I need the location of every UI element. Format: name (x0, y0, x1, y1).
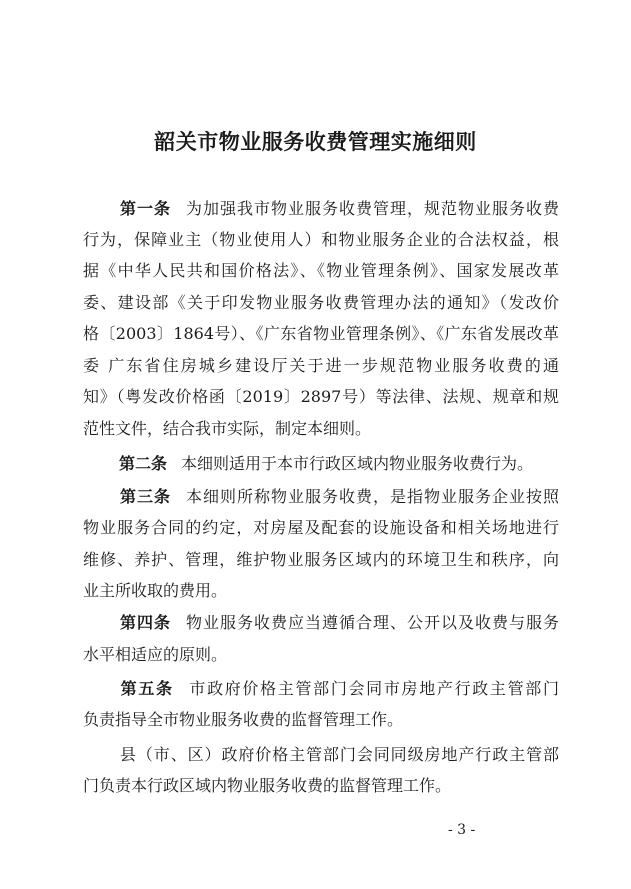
article-5-para-2-line-1 (83, 745, 559, 765)
article-4-label: 第四条 (119, 613, 171, 632)
article-3-label: 第三条 (119, 487, 171, 506)
article-1-line-6: 委 广东省住房城乡建设厅关于进一步规范物业服务收费的通 (83, 356, 559, 375)
article-4-line-2: 水平相适应的原则。 (83, 645, 228, 664)
article-1-line-4: 委、建设部《关于印发物业服务收费管理办法的通知》（发改价 (83, 293, 559, 312)
article-1-line-3: 据《中华人民共和国价格法》、《物业管理条例》、国家发展改革 (83, 261, 559, 280)
article-1-line-1 (83, 199, 559, 219)
article-5-para-2-line-2: 门负责本行政区域内物业服务收费的监督管理工作。 (83, 776, 452, 795)
article-3-line-4: 业主所收取的费用。 (83, 581, 228, 600)
article-1-label: 第一条 (119, 199, 171, 218)
article-4-line-1 (83, 613, 559, 633)
line-text: 县（市、区）政府价格主管部门会同同级房地产行政主管部 (119, 745, 559, 764)
article-5-line-2: 负责指导全市物业服务收费的监督管理工作。 (83, 710, 404, 729)
article-1-line-2: 行为，保障业主（物业使用人）和物业服务企业的合法权益，根 (83, 230, 559, 249)
article-3-line-3: 维修、养护、管理，维护物业服务区域内的环境卫生和秩序，向 (83, 550, 559, 569)
article-3-line-1 (83, 487, 559, 507)
line-text: 物业服务收费应当遵循合理、公开以及收费与服务 (185, 613, 559, 632)
line-text: 市政府价格主管部门会同市房地产行政主管部门 (187, 679, 559, 698)
page-number: - 3 - (448, 822, 476, 838)
line-text: 本细则适用于本市行政区域内物业服务收费行为。 (181, 454, 534, 473)
article-5-line-1 (83, 679, 559, 699)
line-text: 本细则所称物业服务收费，是指物业服务企业按照 (185, 487, 559, 506)
article-3-line-2: 物业服务合同的约定，对房屋及配套的设施设备和相关场地进行 (83, 518, 559, 537)
article-1-line-8: 范性文件，结合我市实际，制定本细则。 (83, 419, 372, 438)
article-1-line-7: 知》（粤发改价格函〔2019〕2897号）等法律、法规、规章和规 (83, 387, 559, 406)
article-2-line-1 (83, 454, 559, 474)
document-title: 韶关市物业服务收费管理实施细则 (154, 129, 477, 154)
line-text: 为加强我市物业服务收费管理，规范物业服务收费 (185, 199, 559, 218)
article-1-line-5: 格〔2003〕1864号）、《广东省物业管理条例》、《广东省发展改革 (83, 324, 559, 343)
article-5-label: 第五条 (119, 679, 174, 698)
article-2-label: 第二条 (119, 454, 168, 473)
